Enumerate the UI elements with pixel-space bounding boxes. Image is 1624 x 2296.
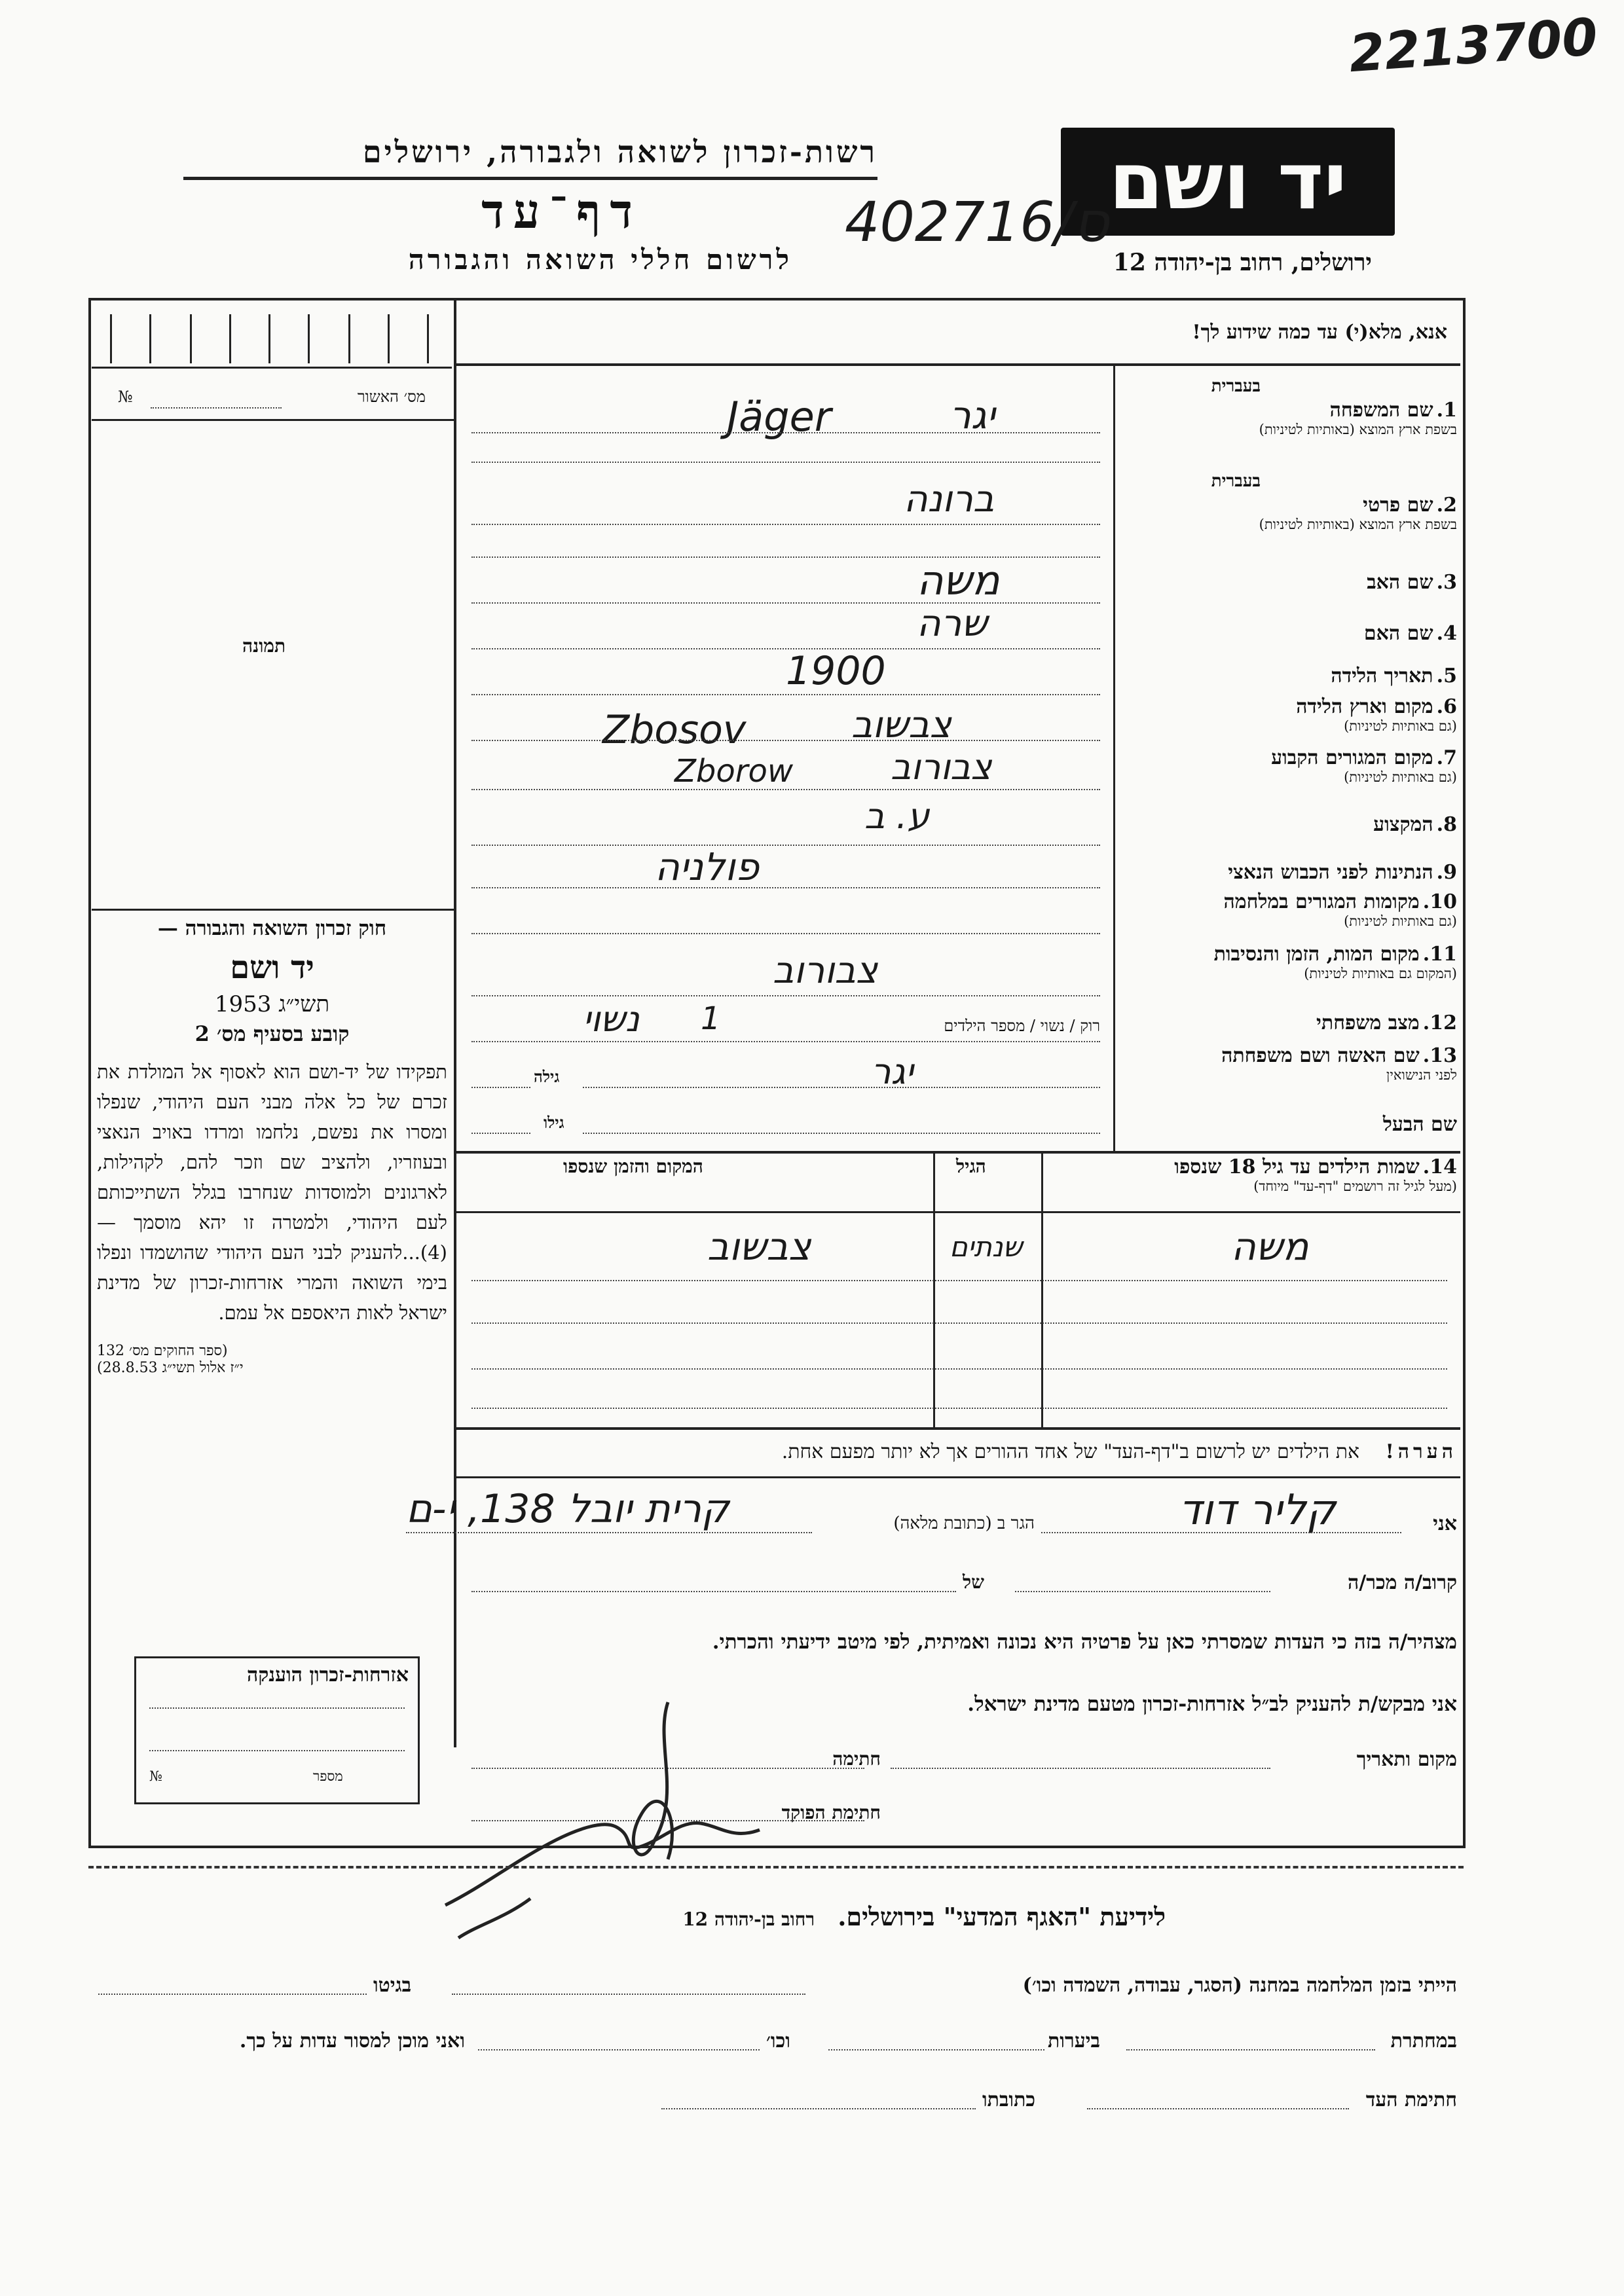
law-clause: קובע בסעיף מס׳ 2: [194, 1021, 350, 1046]
declarant-address[interactable]: קרית יובל 138, י-ם: [406, 1486, 729, 1532]
ready-label: ואני מוכן למסור עדות על כך.: [239, 2030, 465, 2052]
label-column-divider: [1113, 366, 1115, 1152]
children-line-3[interactable]: [471, 1368, 1447, 1370]
children-title: שמות הילדים עד גיל 18 שנספו: [1174, 1156, 1420, 1178]
field-5-value[interactable]: 1900: [786, 648, 886, 694]
husband-line[interactable]: [583, 1133, 1100, 1134]
field-13-num: 13.: [1422, 1044, 1457, 1067]
declarant-name[interactable]: קליר דוד: [1179, 1486, 1336, 1535]
his-address-line[interactable]: [661, 2108, 976, 2109]
children-line-4[interactable]: [471, 1408, 1447, 1409]
field-2-latin: בשפת ארץ המוצא (באותיות לטיניות): [1259, 517, 1457, 532]
his-address-label: כתובתו: [982, 2088, 1036, 2111]
field-2-num: 2.: [1436, 494, 1457, 517]
declaration-statement: מצהיר/ה בזה כי העדות שמסרתי כאן על פרטיה היא נכונה ואמיתית, לפי מיטב ידיעתי והכרתי.: [712, 1630, 1457, 1654]
field-1-label: [1211, 376, 1457, 438]
field-10-title: מקומות המגורים במלחמה: [1223, 890, 1420, 913]
etc-line[interactable]: [478, 2049, 760, 2050]
ghetto-line[interactable]: [98, 1994, 367, 1995]
remark: [782, 1440, 1457, 1463]
field-9-label: [1228, 861, 1457, 884]
witness-sig-line[interactable]: [1087, 2108, 1349, 2109]
underground-label: במחתרת: [1390, 2030, 1457, 2052]
photo-label: תמונה: [242, 635, 286, 657]
footer-separator: [88, 1866, 1464, 1868]
child-place[interactable]: צבשוב: [707, 1224, 811, 1269]
file-number: 402716/ס: [845, 190, 1109, 254]
field-6-value[interactable]: צבשוב: [851, 704, 951, 746]
child-name[interactable]: משה: [1231, 1224, 1309, 1269]
underground-line[interactable]: [1126, 2049, 1375, 2050]
footer-title: לידיעת "האגף המדעי" בירושלים.: [838, 1902, 1166, 1931]
law-yadvashem: יד ושם: [230, 949, 314, 986]
field-1-value[interactable]: יגר: [950, 393, 995, 437]
field-13-sub: לפני הנישואין: [1386, 1067, 1457, 1083]
reg-tick-boxes: [92, 308, 452, 369]
field-3-num: 3.: [1436, 571, 1457, 594]
citizenship-title: אזרחות-זכרון הוענקה: [246, 1664, 409, 1686]
remark-text: את הילדים יש לרשום ב"דף-העד" של אחד ההורים אך לא יותר מפעם אחת.: [781, 1440, 1360, 1463]
remark-label: הערה!: [1385, 1440, 1457, 1463]
field-12-num: 12.: [1422, 1011, 1457, 1034]
husband-label: שם הבעל: [1382, 1113, 1457, 1136]
ghetto-label: בגיטו: [373, 1974, 412, 1997]
field-1-latin: בשפת ארץ המוצא (באותיות לטיניות): [1259, 422, 1457, 437]
law-box: [97, 917, 447, 1512]
field-4-value[interactable]: שרה: [917, 602, 987, 645]
field-6-value-latin[interactable]: Zbosov: [602, 707, 747, 753]
photo-box: [92, 419, 454, 911]
field-8-label: [1373, 813, 1457, 836]
field-13-value[interactable]: יגר: [871, 1051, 913, 1092]
citizenship-line-2[interactable]: [149, 1750, 405, 1751]
address-hint: (כתובת מלאה): [893, 1514, 992, 1533]
field-11-title: מקום המות, הזמן והנסיבות: [1213, 943, 1420, 966]
citizenship-line-1[interactable]: [149, 1707, 405, 1709]
signature-label: חתימה: [832, 1748, 881, 1770]
field-4-num: 4.: [1436, 622, 1457, 645]
footer-address: רחוב בן-יהודה 12: [682, 1908, 815, 1930]
field-8-num: 8.: [1436, 813, 1457, 836]
field-12-title: מצב משפחתי: [1316, 1011, 1420, 1034]
children-table-top: [456, 1151, 1460, 1154]
field-1-line[interactable]: [471, 432, 1100, 433]
intro-separator: [456, 363, 1460, 366]
field-8-value[interactable]: ע. ב: [864, 795, 930, 837]
intro-text: אנא, מלא(י) עד כמה שידוע לך!: [1192, 321, 1447, 344]
field-11-label: [1214, 943, 1457, 982]
of-label: של: [963, 1571, 984, 1593]
field-9-title: הנתינות לפני הכבוש הנאצי: [1228, 861, 1433, 884]
field-7-title: מקום המגורים הקבוע: [1271, 746, 1433, 769]
field-3-value[interactable]: משה: [917, 556, 1000, 604]
camp-line[interactable]: [452, 1994, 805, 1995]
husband-age-label: גילו: [544, 1113, 564, 1132]
law-year: תשי״ג 1953: [214, 991, 330, 1017]
field-12-label: [1316, 1011, 1457, 1034]
field-7-value-latin[interactable]: Zborow: [674, 753, 794, 790]
law-source-1: (ספר החוקים מס׳ 132: [97, 1343, 228, 1359]
field-12-status[interactable]: נשוי: [583, 998, 640, 1040]
husband-age-line[interactable]: [471, 1133, 530, 1134]
field-6-num: 6.: [1436, 695, 1457, 718]
field-11-value[interactable]: צבורוב: [773, 949, 878, 992]
field-10-label: [1224, 890, 1457, 930]
children-col-divider-2: [1041, 1154, 1043, 1429]
field-11-latin: (המקום גם באותיות לטיניות): [1304, 966, 1457, 981]
authority-underline: [183, 177, 877, 180]
field-6-title: מקום וארץ הלידה: [1296, 695, 1433, 718]
approval-number-field[interactable]: [151, 407, 282, 409]
field-11-num: 11.: [1422, 943, 1457, 966]
etc-label: וכו׳: [766, 2030, 790, 2052]
logo-text: יד ושם: [1109, 136, 1347, 227]
field-3-label: [1367, 571, 1457, 594]
footer-line-1: הייתי בזמן המלחמה במחנה (הסגר, עבודה, השמדה וכו׳): [1022, 1974, 1457, 1997]
field-6-label: [1296, 695, 1457, 735]
children-table-header: [1174, 1156, 1457, 1195]
field-6-line[interactable]: [471, 740, 1100, 741]
field-8-line[interactable]: [471, 845, 1100, 846]
children-line-1[interactable]: [471, 1280, 1447, 1281]
children-col-divider-1: [933, 1154, 935, 1429]
field-4-label: [1364, 622, 1457, 645]
remark-separator: [456, 1476, 1460, 1478]
children-header-separator: [456, 1211, 1460, 1213]
resident-label: [893, 1514, 1035, 1533]
declarant-name-line[interactable]: [1041, 1532, 1401, 1533]
children-line-2[interactable]: [471, 1322, 1447, 1324]
field-6-latin: (גם באותיות לטיניות): [1344, 718, 1457, 734]
citizenship-no-symbol: №: [149, 1768, 162, 1784]
place-date-label: מקום ותאריך: [1356, 1748, 1457, 1771]
field-2-label: [1211, 471, 1457, 533]
field-12-options: רוק / נשוי / מספר הילדים: [944, 1017, 1100, 1035]
field-8-title: המקצוע: [1373, 813, 1433, 836]
field-2-line-latin[interactable]: [471, 556, 1100, 558]
field-3-line[interactable]: [471, 602, 1100, 604]
field-1-value-latin[interactable]: Jäger: [727, 393, 832, 441]
resident-text: הגר ב: [997, 1514, 1035, 1533]
form-subtitle: לרשום חללי השואה והגבורה: [408, 244, 792, 276]
field-12-line[interactable]: [471, 1041, 1100, 1042]
place-date-line[interactable]: [891, 1768, 1270, 1769]
field-7-line[interactable]: [471, 789, 1100, 790]
field-13-line[interactable]: [583, 1087, 1100, 1088]
field-10-num: 10.: [1422, 890, 1457, 913]
field-1-title: שם המשפחה: [1329, 399, 1433, 422]
field-3-title: שם האב: [1367, 571, 1433, 594]
relative-label: קרוב/ה מכר/ה: [1348, 1571, 1457, 1594]
field-10-line[interactable]: [471, 933, 1100, 934]
of-line[interactable]: [471, 1591, 956, 1592]
field-13-age-label: גילה: [534, 1067, 560, 1086]
field-12-children[interactable]: 1: [701, 1000, 721, 1037]
forests-label: ביערות: [1048, 2030, 1101, 2052]
field-1-line-latin[interactable]: [471, 462, 1100, 463]
children-table-bottom: [456, 1427, 1460, 1430]
child-age[interactable]: שנתים: [950, 1231, 1023, 1263]
field-11-line[interactable]: [471, 995, 1100, 996]
field-5-num: 5.: [1436, 665, 1457, 687]
field-7-label: [1271, 746, 1457, 786]
field-7-latin: (גם באותיות לטיניות): [1344, 769, 1457, 785]
approval-label: מס׳ האשור: [357, 388, 426, 406]
children-note: (מעל לגיל זה רושמים "דף-עד" מיוחד): [1253, 1178, 1457, 1194]
field-1-hebrew-tag: בעברית: [1211, 376, 1261, 396]
field-7-value[interactable]: צבורוב: [891, 746, 992, 788]
field-5-title: תאריך הלידה: [1331, 665, 1433, 687]
field-5-line[interactable]: [471, 694, 1100, 695]
field-10-latin: (גם באותיות לטיניות): [1344, 913, 1457, 929]
archive-number: 2213700: [1347, 7, 1600, 84]
footer-title-row: [682, 1902, 1166, 1932]
field-2-hebrew-tag: בעברית: [1211, 471, 1261, 491]
field-5-label: [1331, 665, 1457, 687]
citizenship-box: [134, 1656, 420, 1804]
field-7-num: 7.: [1436, 746, 1457, 769]
field-13-age-line[interactable]: [471, 1087, 530, 1088]
declaration-i-label: אני: [1433, 1512, 1457, 1535]
field-2-line[interactable]: [471, 524, 1100, 525]
form-title: דף־עד: [481, 183, 642, 239]
authority-title: רשות-זכרון לשואה ולגבורה, ירושלים: [362, 134, 877, 170]
field-13-title: שם האשה ושם משפחתה: [1221, 1044, 1420, 1067]
field-1-num: 1.: [1436, 399, 1457, 422]
address-line[interactable]: [406, 1532, 812, 1533]
officer-label: חתימת הפוקד: [781, 1802, 881, 1823]
yad-vashem-logo: [1061, 128, 1395, 236]
field-9-num: 9.: [1436, 861, 1457, 884]
field-9-line[interactable]: [471, 887, 1100, 888]
relative-line[interactable]: [1015, 1591, 1270, 1592]
law-body: תפקידו של יד-ושם הוא לאסוף אל המולדת את זכרם של כל אלה מבני העם היהודי, שנפלו ומסרו את נפשם, נלחמו ומרדו באויב הנאצי ובעוזריו, ולהציב שם וזכר להם, לקהילות, לארגונים ולמוסדות שנחרבו בגלל השתייכותם לעם היהודי, ולמטרה זו יהא מוסמך — (4)...להעניק לבני העם היהודי שהושמדו ונפלו בימי השואה והמרי אזרחות-זכרון של מדינת ישראל לאות היאספם אל עמם.: [97, 1061, 447, 1324]
field-2-value[interactable]: ברונה: [904, 478, 995, 520]
declaration-request: אני מבקש/ת להעניק לב״ל אזרחות-זכרון מטעם מדינת ישראל.: [967, 1692, 1457, 1716]
field-9-value[interactable]: פולניה: [655, 845, 760, 889]
address-header: ירושלים, רחוב בן-יהודה 12: [1113, 249, 1372, 276]
law-source-2: י״ז אלול תשי״ג 28.8.53): [97, 1360, 244, 1376]
approval-no-symbol: №: [118, 388, 133, 406]
children-col-place: המקום והזמן שנספו: [563, 1156, 703, 1177]
field-13-label: [1221, 1044, 1457, 1084]
field-4-title: שם האם: [1363, 622, 1433, 645]
forests-line[interactable]: [828, 2049, 1044, 2050]
field-2-title: שם פרטי: [1363, 494, 1433, 517]
children-col-age: הגיל: [956, 1156, 986, 1177]
citizenship-number-label: מספר: [313, 1768, 343, 1784]
law-title: חוק זכרון השואה והגבורה —: [157, 917, 387, 940]
witness-sig-label: חתימת העד: [1365, 2088, 1457, 2111]
children-num: 14.: [1422, 1156, 1457, 1178]
